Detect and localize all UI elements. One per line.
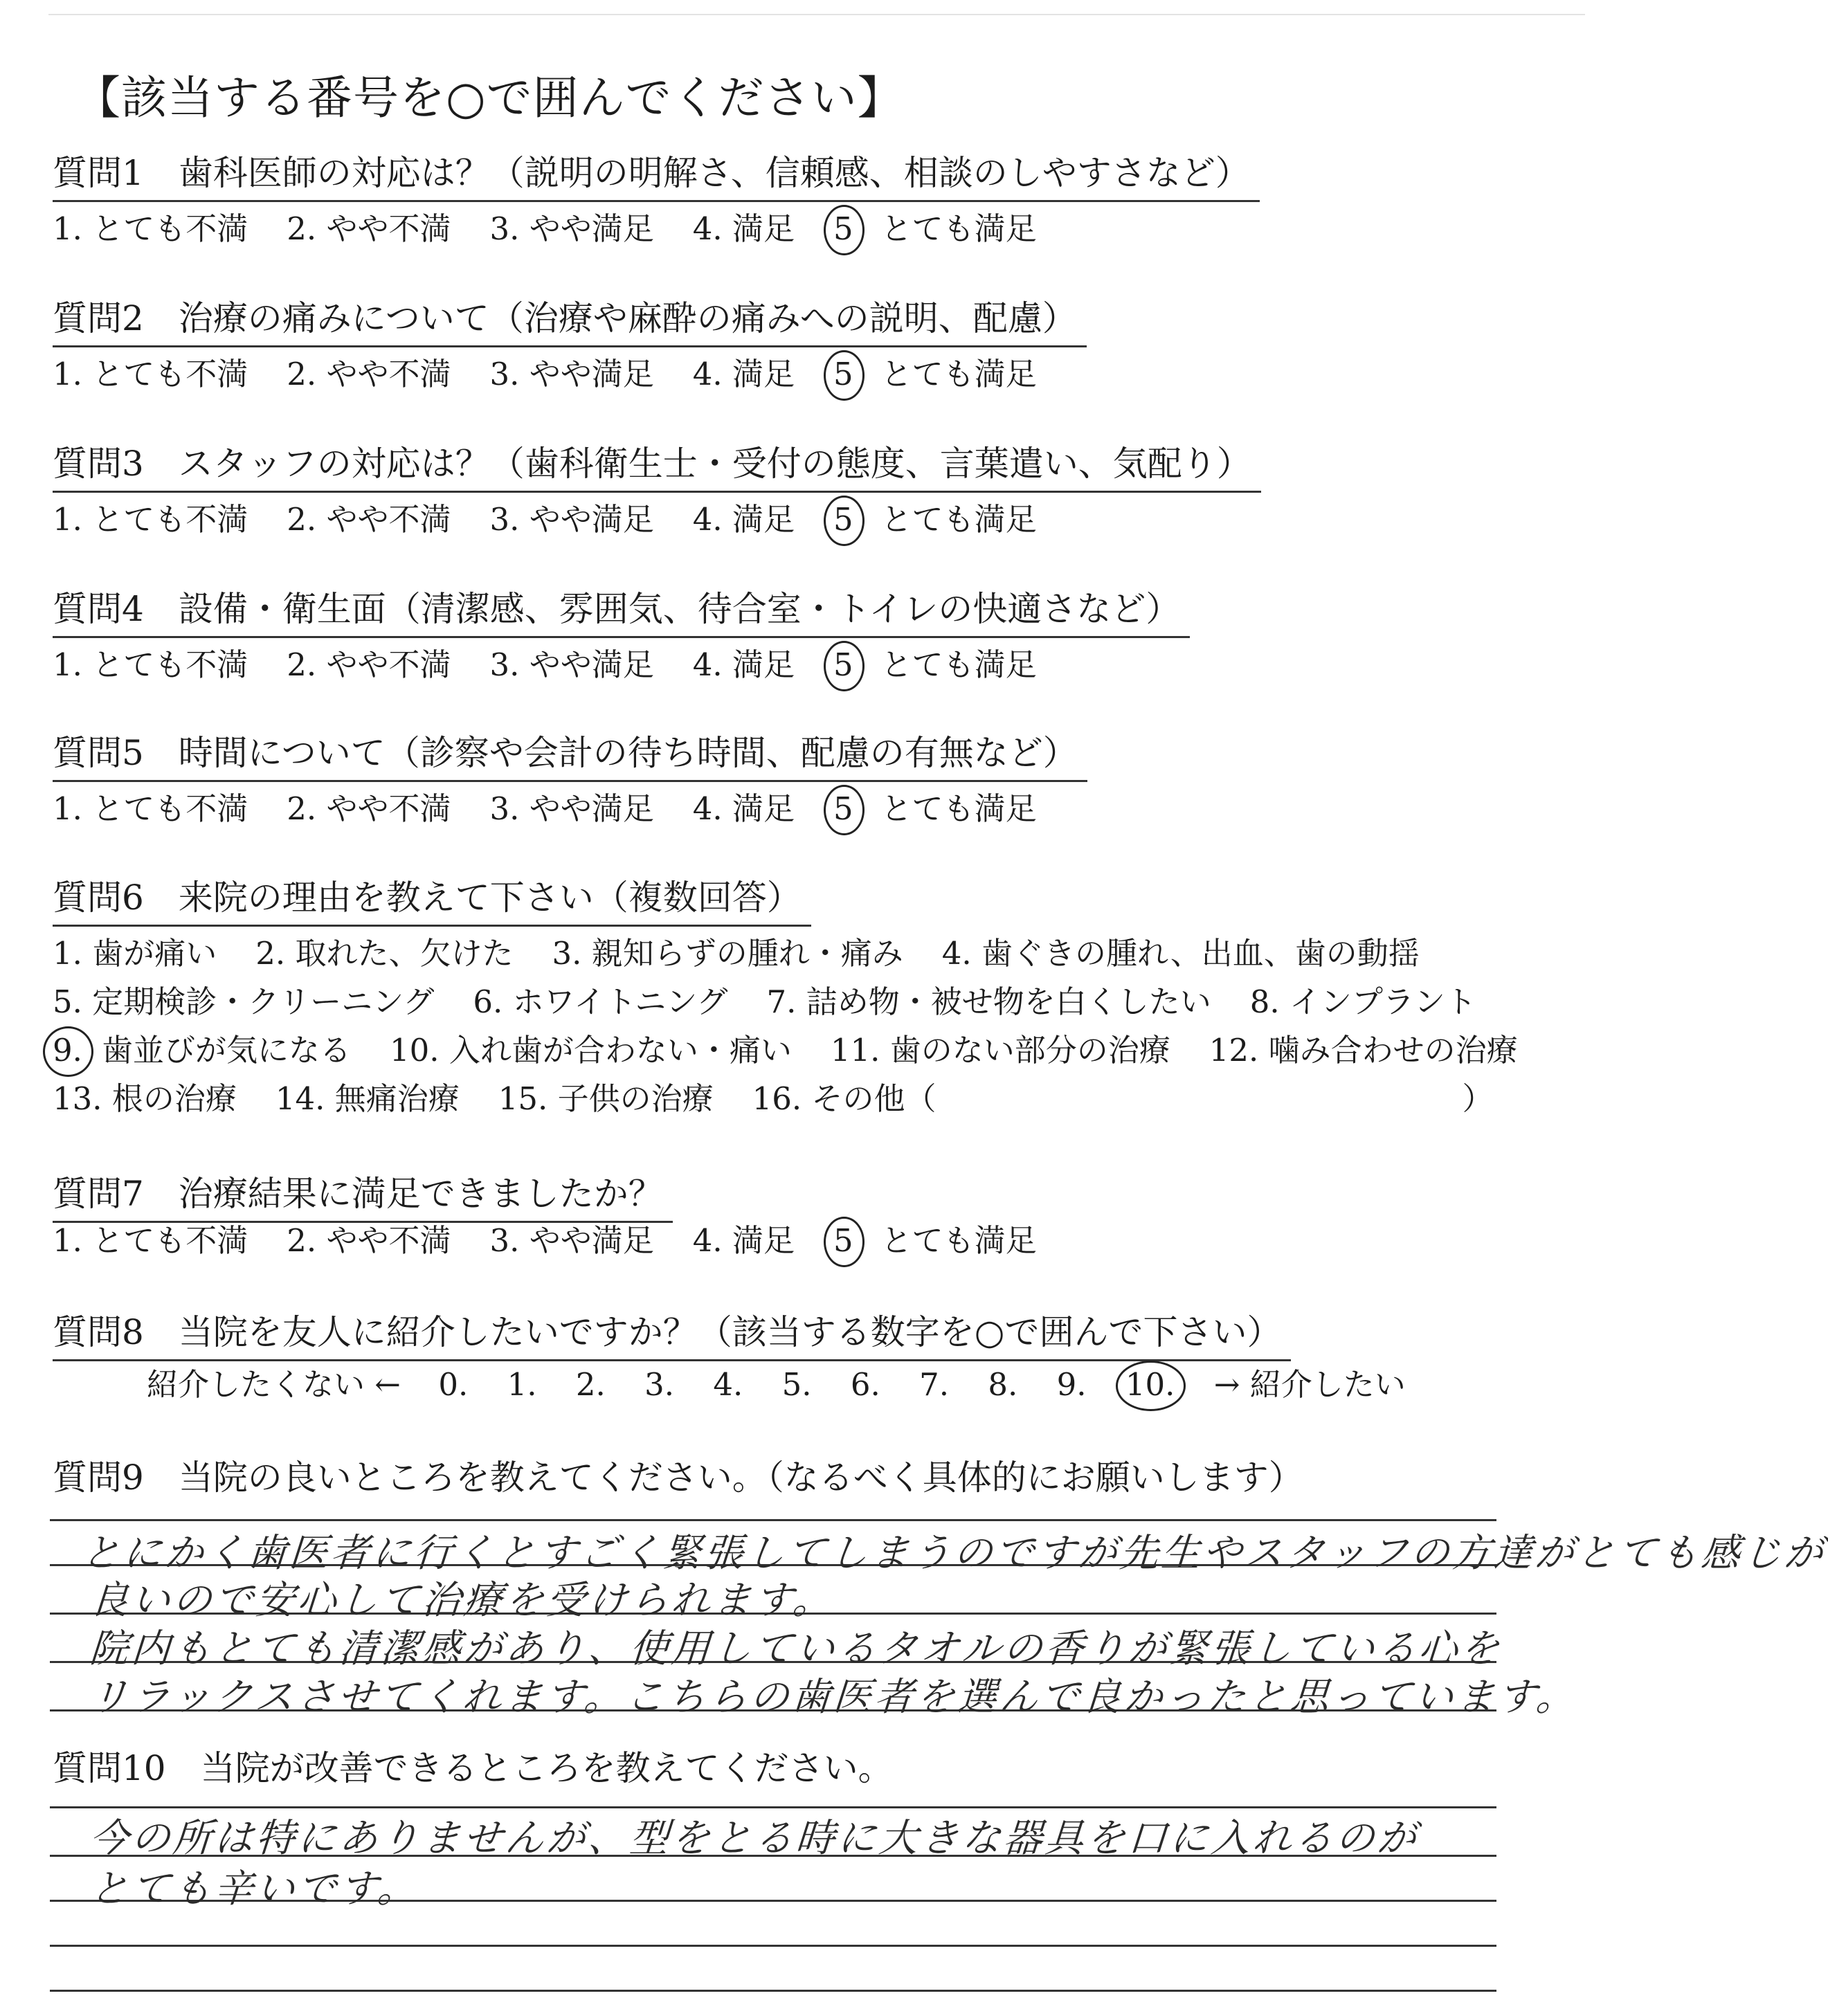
- q7-options: 1. とても不満 2. やや不満 3. やや満足 4. 満足 5 とても満足: [53, 1222, 1037, 1259]
- q9-answer-line-4: リラックスさせてくれます。こちらの歯医者を選んで良かったと思っています。: [88, 1675, 1580, 1720]
- question-4: 質問4 設備・衛生面（清潔感、雰囲気、待合室・トイレの快適さなど）: [53, 592, 1190, 638]
- question-10: 質問10 当院が改善できるところを教えてください。: [53, 1748, 893, 1788]
- q5-selected-5[interactable]: 5: [833, 790, 853, 827]
- q2-options: 1. とても不満 2. やや不満 3. やや満足 4. 満足 5 とても満足: [53, 356, 1037, 392]
- q6-selected-9[interactable]: 9.: [53, 1032, 82, 1069]
- q6-options-row3: 9. 歯並びが気になる 10. 入れ歯が合わない・痛い 11. 歯のない部分の治療 12. 噛み合わせの治療: [53, 1032, 1518, 1069]
- q5-options: 1. とても不満 2. やや不満 3. やや満足 4. 満足 5 とても満足: [53, 790, 1037, 827]
- question-6: 質問6 来院の理由を教えて下さい（複数回答）: [53, 880, 811, 927]
- q8-scale: 紹介したくない ← 0. 1. 2. 3. 4. 5. 6. 7. 8. 9. 10. → 紹介したい: [147, 1366, 1406, 1403]
- question-7: 質問7 治療結果に満足できましたか？: [53, 1177, 673, 1223]
- top-border: [48, 14, 1585, 15]
- q3-options: 1. とても不満 2. やや不満 3. やや満足 4. 満足 5 とても満足: [53, 501, 1037, 538]
- question-2: 質問2 治療の痛みについて（治療や麻酔の痛みへの説明、配慮）: [53, 301, 1087, 347]
- q6-options-row1: 1. 歯が痛い 2. 取れた、欠けた 3. 親知らずの腫れ・痛み 4. 歯ぐきの腫れ、出血、歯の動揺: [53, 935, 1420, 972]
- q6-options-row2: 5. 定期検診・クリーニング 6. ホワイトニング 7. 詰め物・被せ物を白くしたい 8. インプラント: [53, 983, 1477, 1020]
- q9-answer-line-1: とにかく歯医者に行くとすごく緊張してしまうのですが先生やスタッフの方達がとても感じが: [80, 1531, 1827, 1576]
- q4-options: 1. とても不満 2. やや不満 3. やや満足 4. 満足 5 とても満足: [53, 646, 1037, 683]
- question-9: 質問9 当院の良いところを教えてください。（なるべく具体的にお願いします）: [53, 1457, 1303, 1498]
- q2-selected-5[interactable]: 5: [833, 356, 853, 392]
- q8-selected-10[interactable]: 10.: [1125, 1366, 1175, 1403]
- question-3: 質問3 スタッフの対応は？（歯科衛生士・受付の態度、言葉遣い、気配り）: [53, 446, 1261, 493]
- q10-line-4: [50, 1945, 1496, 1947]
- question-8: 質問8 当院を友人に紹介したいですか？（該当する数字を○で囲んで下さい）: [53, 1315, 1291, 1361]
- q1-selected-5[interactable]: 5: [833, 210, 853, 247]
- q10-answer-line-2: とても辛いです。: [88, 1867, 421, 1911]
- page-title: 【該当する番号を○で囲んでください】: [75, 71, 904, 125]
- q10-line-5: [50, 1990, 1496, 1992]
- q3-selected-5[interactable]: 5: [833, 501, 853, 538]
- q4-selected-5[interactable]: 5: [833, 646, 853, 683]
- q10-answer-line-1: 今の所は特にありませんが、型をとる時に大きな器具を口に入れるのが: [88, 1816, 1420, 1861]
- q9-answer-line-2: 良いので安心して治療を受けられます。: [88, 1578, 836, 1623]
- question-5: 質問5 時間について（診察や会計の待ち時間、配慮の有無など）: [53, 736, 1087, 782]
- q9-line-1: [50, 1519, 1496, 1521]
- q6-options-row4: 13. 根の治療 14. 無痛治療 15. 子供の治療 16. その他（ ）: [53, 1080, 1494, 1117]
- q1-options: 1. とても不満 2. やや不満 3. やや満足 4. 満足 5 とても満足: [53, 210, 1037, 247]
- q7-selected-5[interactable]: 5: [833, 1222, 853, 1259]
- question-1: 質問1 歯科医師の対応は？（説明の明解さ、信頼感、相談のしやすさなど）: [53, 156, 1260, 202]
- q9-answer-line-3: 院内もとても清潔感があり、使用しているタオルの香りが緊張している心を: [88, 1626, 1503, 1671]
